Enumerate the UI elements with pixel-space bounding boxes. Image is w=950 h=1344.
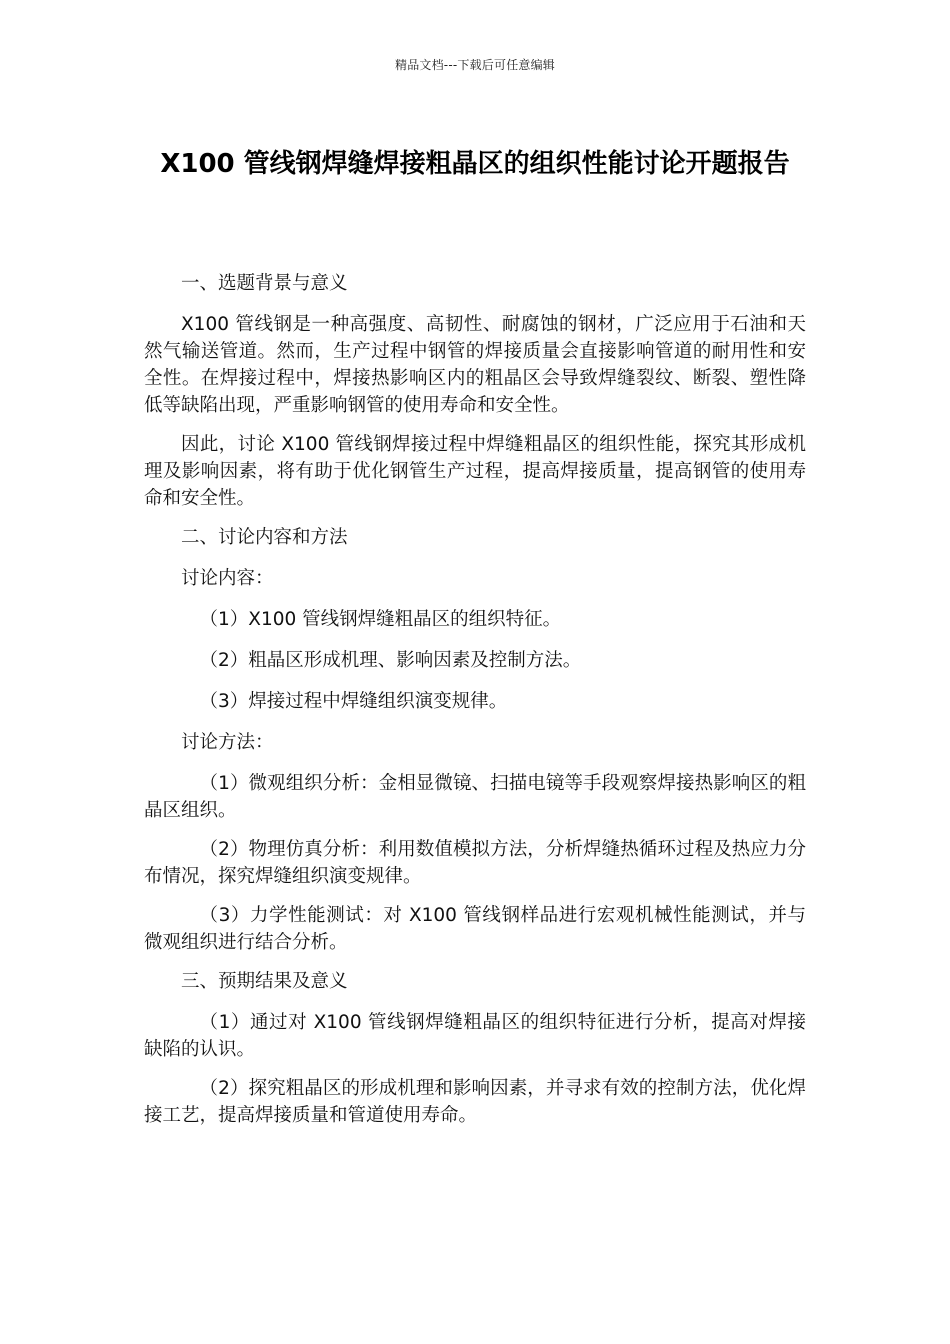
list-item: （2）物理仿真分析：利用数值模拟方法，分析焊缝热循环过程及热应力分布情况，探究焊缝组织演变规律。 xyxy=(144,839,806,887)
list-item: （1）微观组织分析：金相显微镜、扫描电镜等手段观察焊接热影响区的粗晶区组织。 xyxy=(144,773,806,821)
section-heading-background: 一、选题背景与意义 xyxy=(181,273,348,294)
paragraph-background: X100 管线钢是一种高强度、高韧性、耐腐蚀的钢材，广泛应用于石油和天然气输送管道。然而，生产过程中钢管的焊接质量会直接影响管道的耐用性和安全性。在焊接过程中，焊接热影响区内的粗晶区会导致焊缝裂纹、断裂、塑性降低等缺陷出现，严重影响钢管的使用寿命和安全性。 xyxy=(144,314,806,416)
list-item: （1）X100 管线钢焊缝粗晶区的组织特征。 xyxy=(199,609,562,630)
label-research-methods: 讨论方法： xyxy=(181,732,274,753)
header-note: 精品文档---下载后可任意编辑 xyxy=(395,58,555,72)
paragraph-significance: 因此，讨论 X100 管线钢焊接过程中焊缝粗晶区的组织性能，探究其形成机理及影响因素，将有助于优化钢管生产过程，提高焊接质量，提高钢管的使用寿命和安全性。 xyxy=(144,434,806,509)
document-title: X100 管线钢焊缝焊接粗晶区的组织性能讨论开题报告 xyxy=(160,149,790,179)
list-item: （2）探究粗晶区的形成机理和影响因素，并寻求有效的控制方法，优化焊接工艺，提高焊接质量和管道使用寿命。 xyxy=(144,1078,806,1126)
label-research-content: 讨论内容： xyxy=(181,568,274,589)
section-heading-content-methods: 二、讨论内容和方法 xyxy=(181,527,348,548)
list-item: （2）粗晶区形成机理、影响因素及控制方法。 xyxy=(199,650,582,671)
section-heading-expected-results: 三、预期结果及意义 xyxy=(181,971,348,992)
list-item: （3）焊接过程中焊缝组织演变规律。 xyxy=(199,691,508,712)
list-item: （3）力学性能测试：对 X100 管线钢样品进行宏观机械性能测试，并与微观组织进行结合分析。 xyxy=(144,905,806,953)
document-body xyxy=(144,270,806,1141)
list-item: （1）通过对 X100 管线钢焊缝粗晶区的组织特征进行分析，提高对焊接缺陷的认识。 xyxy=(144,1012,806,1060)
